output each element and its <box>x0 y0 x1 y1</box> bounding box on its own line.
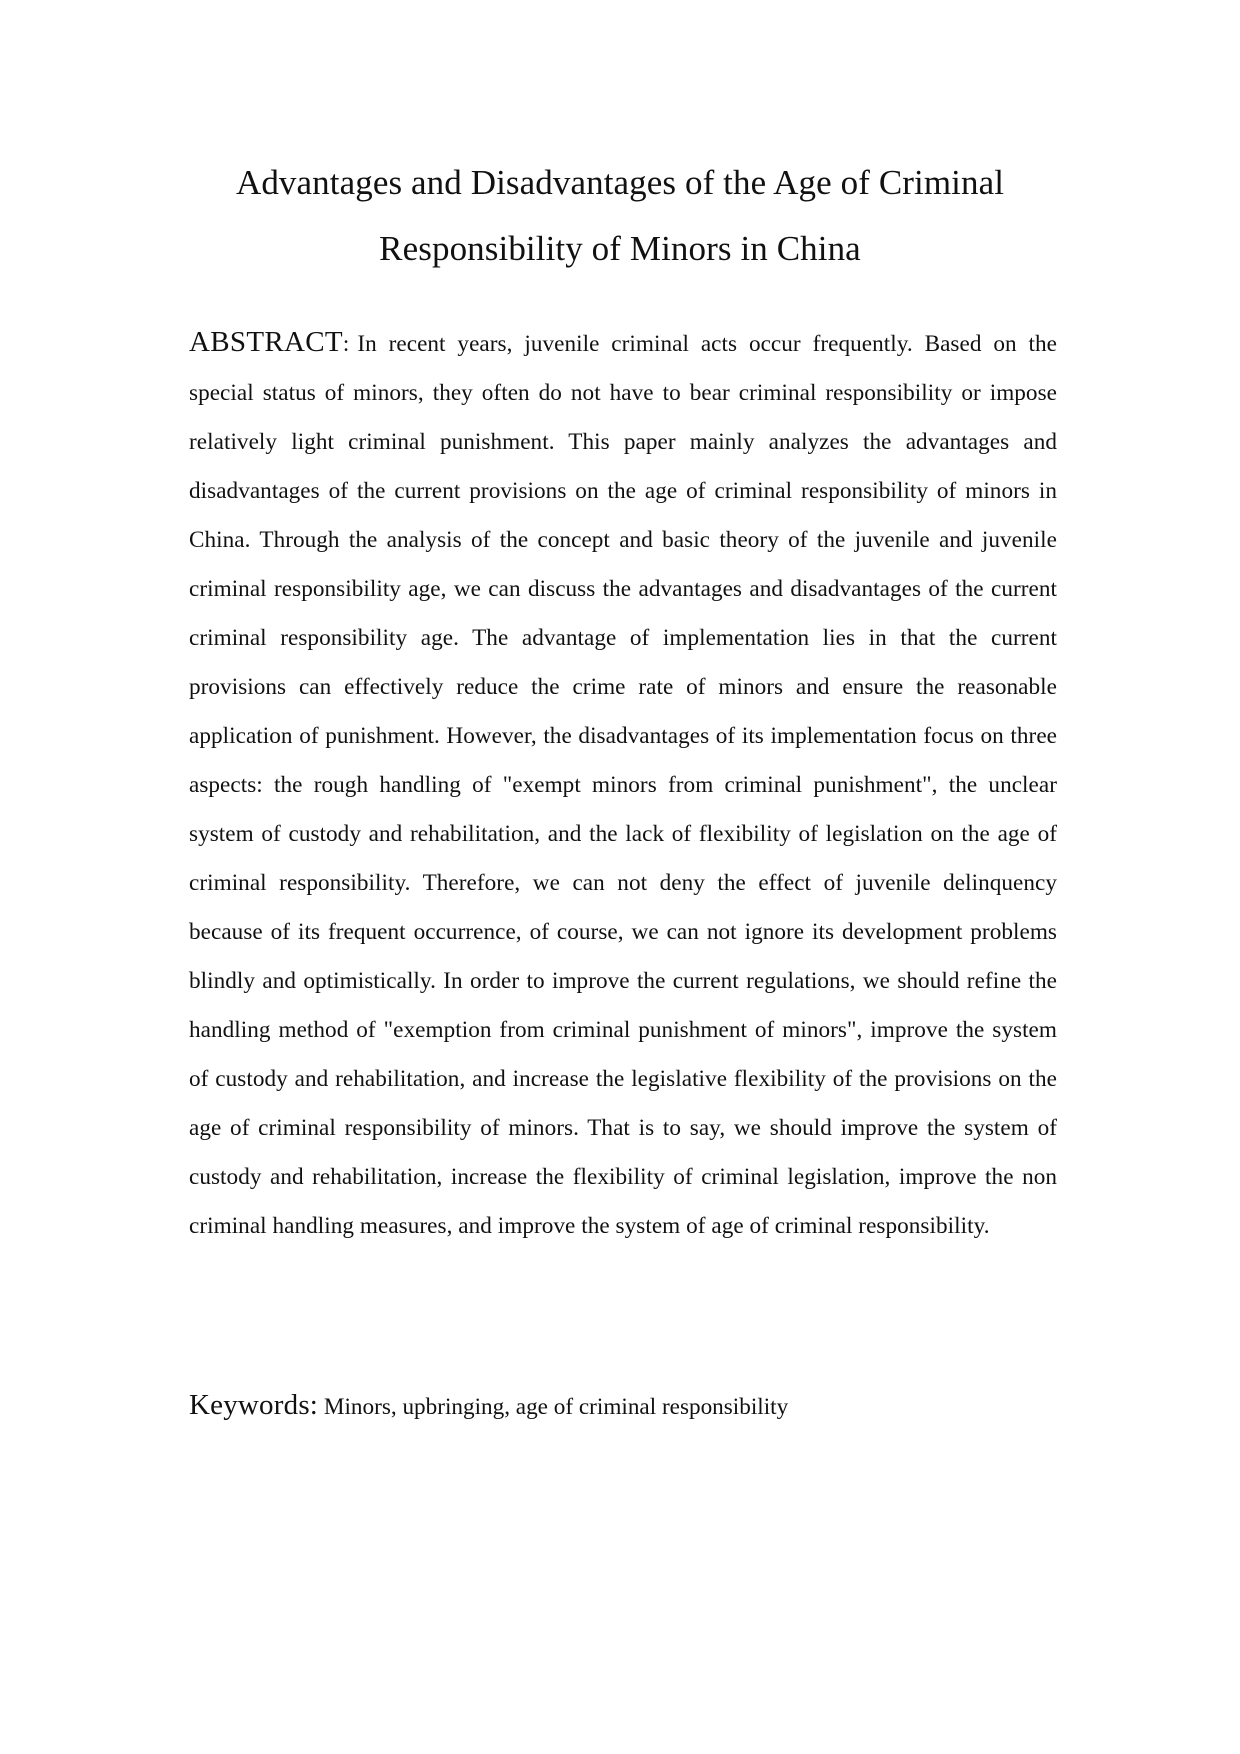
paper-title <box>150 150 1090 282</box>
abstract-label: ABSTRACT <box>189 326 343 358</box>
keywords-text: Minors, upbringing, age of criminal responsibility <box>323 1394 789 1420</box>
abstract-separator: : <box>342 331 350 356</box>
title-line-1: Advantages and Disadvantages of the Age of Criminal <box>235 163 1005 202</box>
keywords-label: Keywords: <box>189 1389 319 1421</box>
abstract-text: In recent years, juvenile criminal acts occur frequently. Based on the special status of minors, they often do not have to bear criminal responsibility or impose relatively light criminal punishment. This paper mainly analyzes the advantages and disadvantages of the current provisions on the age of criminal responsibility of minors in China. Through the analysis of the concept and basic theory of the juvenile and juvenile criminal responsibility age, we can discuss the advantages and disadvantages of the current criminal responsibility age. The advantage of implementation lies in that the current provisions can effectively reduce the crime rate of minors and ensure the reasonable application of punishment. However, the disadvantages of its implementation focus on three aspects: the rough handling of "exempt minors from criminal punishment", the unclear system of custody and rehabilitation, and the lack of flexibility of legislation on the age of criminal responsibility. Therefore, we can not deny the effect of juvenile delinquency because of its frequent occurrence, of course, we can not ignore its development problems blindly and optimistically. In order to improve the current regulations, we should refine the handling method of "exemption from criminal punishment of minors", improve the system of custody and rehabilitation, and increase the legislative flexibility of the provisions on the age of criminal responsibility of minors. That is to say, we should improve the system of custody and rehabilitation, increase the flexibility of criminal legislation, improve the non criminal handling measures, and improve the system of age of criminal responsibility. <box>189 331 1057 1239</box>
title-line-2: Responsibility of Minors in China <box>379 229 861 268</box>
keywords-section <box>189 1381 1057 1432</box>
abstract-section <box>189 318 1057 1251</box>
